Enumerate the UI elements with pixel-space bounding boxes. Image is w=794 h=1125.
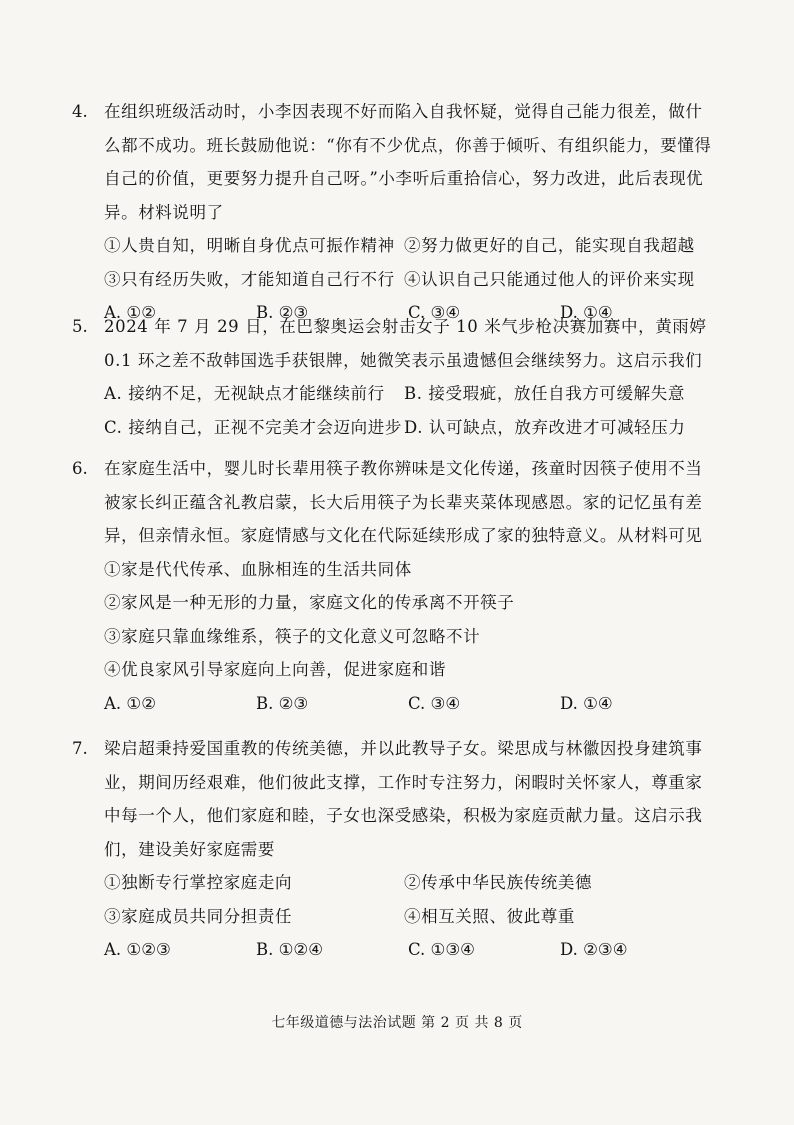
option-a: A. ①② [104, 303, 156, 322]
option-c: C. ③④ [408, 693, 461, 713]
question-number: 5. [72, 317, 88, 336]
question-number: 6. [72, 459, 88, 478]
option-c: C. 接纳自己，正视不完美才会迈向进步 [104, 417, 402, 437]
option-b: B. 接受瑕疵，放任自我方可缓解失意 [404, 384, 685, 403]
statement: ②家风是一种无形的力量，家庭文化的传承离不开筷子 [104, 593, 515, 612]
question-stem: 2024 年 7 月 29 日，在巴黎奥运会射击女子 10 米气步枪决赛加赛中，黄雨婷 0.1 环之差不敌韩国选手获银牌，她微笑表示虽遗憾但会继续努力。这启示我们 [104, 317, 707, 370]
question-4 [72, 95, 712, 330]
option-c: C. ③④ [408, 303, 461, 322]
statement: ④相互关照、彼此尊重 [404, 906, 575, 926]
statement: ①独断专行掌控家庭走向 [104, 873, 293, 892]
options-row [104, 687, 712, 721]
statement-row [104, 900, 712, 934]
option-b: B. ②③ [256, 303, 309, 322]
option-a: A. ①② [104, 693, 156, 713]
statement: ②努力做更好的自己，能实现自我超越 [404, 236, 695, 255]
option-b: B. ②③ [256, 693, 309, 713]
option-d: D. 认可缺点，放弃改进才可减轻压力 [404, 417, 686, 437]
option-c: C. ①③④ [408, 940, 475, 959]
statement: ①人贵自知，明晰自身优点可振作精神 [104, 236, 395, 255]
statement: ③只有经历失败，才能知道自己行不行 [104, 269, 395, 289]
options-row [104, 933, 712, 967]
statement: ②传承中华民族传统美德 [404, 873, 593, 892]
option-d: D. ①④ [560, 303, 613, 322]
statement-row [104, 229, 712, 263]
question-number: 4. [72, 102, 88, 121]
statement-row [104, 866, 712, 900]
option-d: D. ②③④ [560, 940, 628, 959]
question-stem: 在组织班级活动时，小李因表现不好而陷入自我怀疑，觉得自己能力很差，做什么都不成功。班长鼓励他说：“你有不少优点，你善于倾听、有组织能力，要懂得自己的价值，更要努力提升自己呀。”小李听后重拾信心，努力改进，此后表现优异。材料说明了 [104, 102, 712, 222]
options-row [104, 411, 712, 445]
statement-row [104, 263, 712, 297]
option-b: B. ①②④ [256, 940, 323, 959]
question-stem: 在家庭生活中，婴儿时长辈用筷子教你辨味是文化传递，孩童时因筷子使用不当被家长纠正蕴含礼教启蒙，长大后用筷子为长辈夹菜体现感恩。家的记忆虽有差异，但亲情永恒。家庭情感与文化在代际延续形成了家的独特意义。从材料可见 [104, 459, 703, 545]
statement: ④优良家风引导家庭向上向善，促进家庭和谐 [104, 660, 446, 679]
statement: ③家庭成员共同分担责任 [104, 906, 293, 926]
page-footer: 七年级道德与法治试题 第 2 页 共 8 页 [271, 1015, 523, 1031]
question-7 [72, 732, 712, 967]
options-row [104, 377, 712, 411]
statement: ①家是代代传承、血脉相连的生活共同体 [104, 559, 412, 579]
option-a: A. ①②③ [104, 940, 171, 959]
question-number: 7. [72, 739, 88, 758]
question-5 [72, 310, 712, 444]
option-a: A. 接纳不足，无视缺点才能继续前行 [104, 384, 385, 403]
statement: ③家庭只靠血缘维系，筷子的文化意义可忽略不计 [104, 626, 481, 646]
question-6 [72, 452, 712, 720]
statement: ④认识自己只能通过他人的评价来实现 [404, 269, 695, 289]
question-stem: 梁启超秉持爱国重教的传统美德，并以此教导子女。梁思成与林徽因投身建筑事业，期间历经艰难，他们彼此支撑，工作时专注努力，闲暇时关怀家人，尊重家中每一个人，他们家庭和睦，子女也深受感染，积极为家庭贡献力量。这启示我们，建设美好家庭需要 [104, 739, 703, 859]
option-d: D. ①④ [560, 693, 613, 713]
